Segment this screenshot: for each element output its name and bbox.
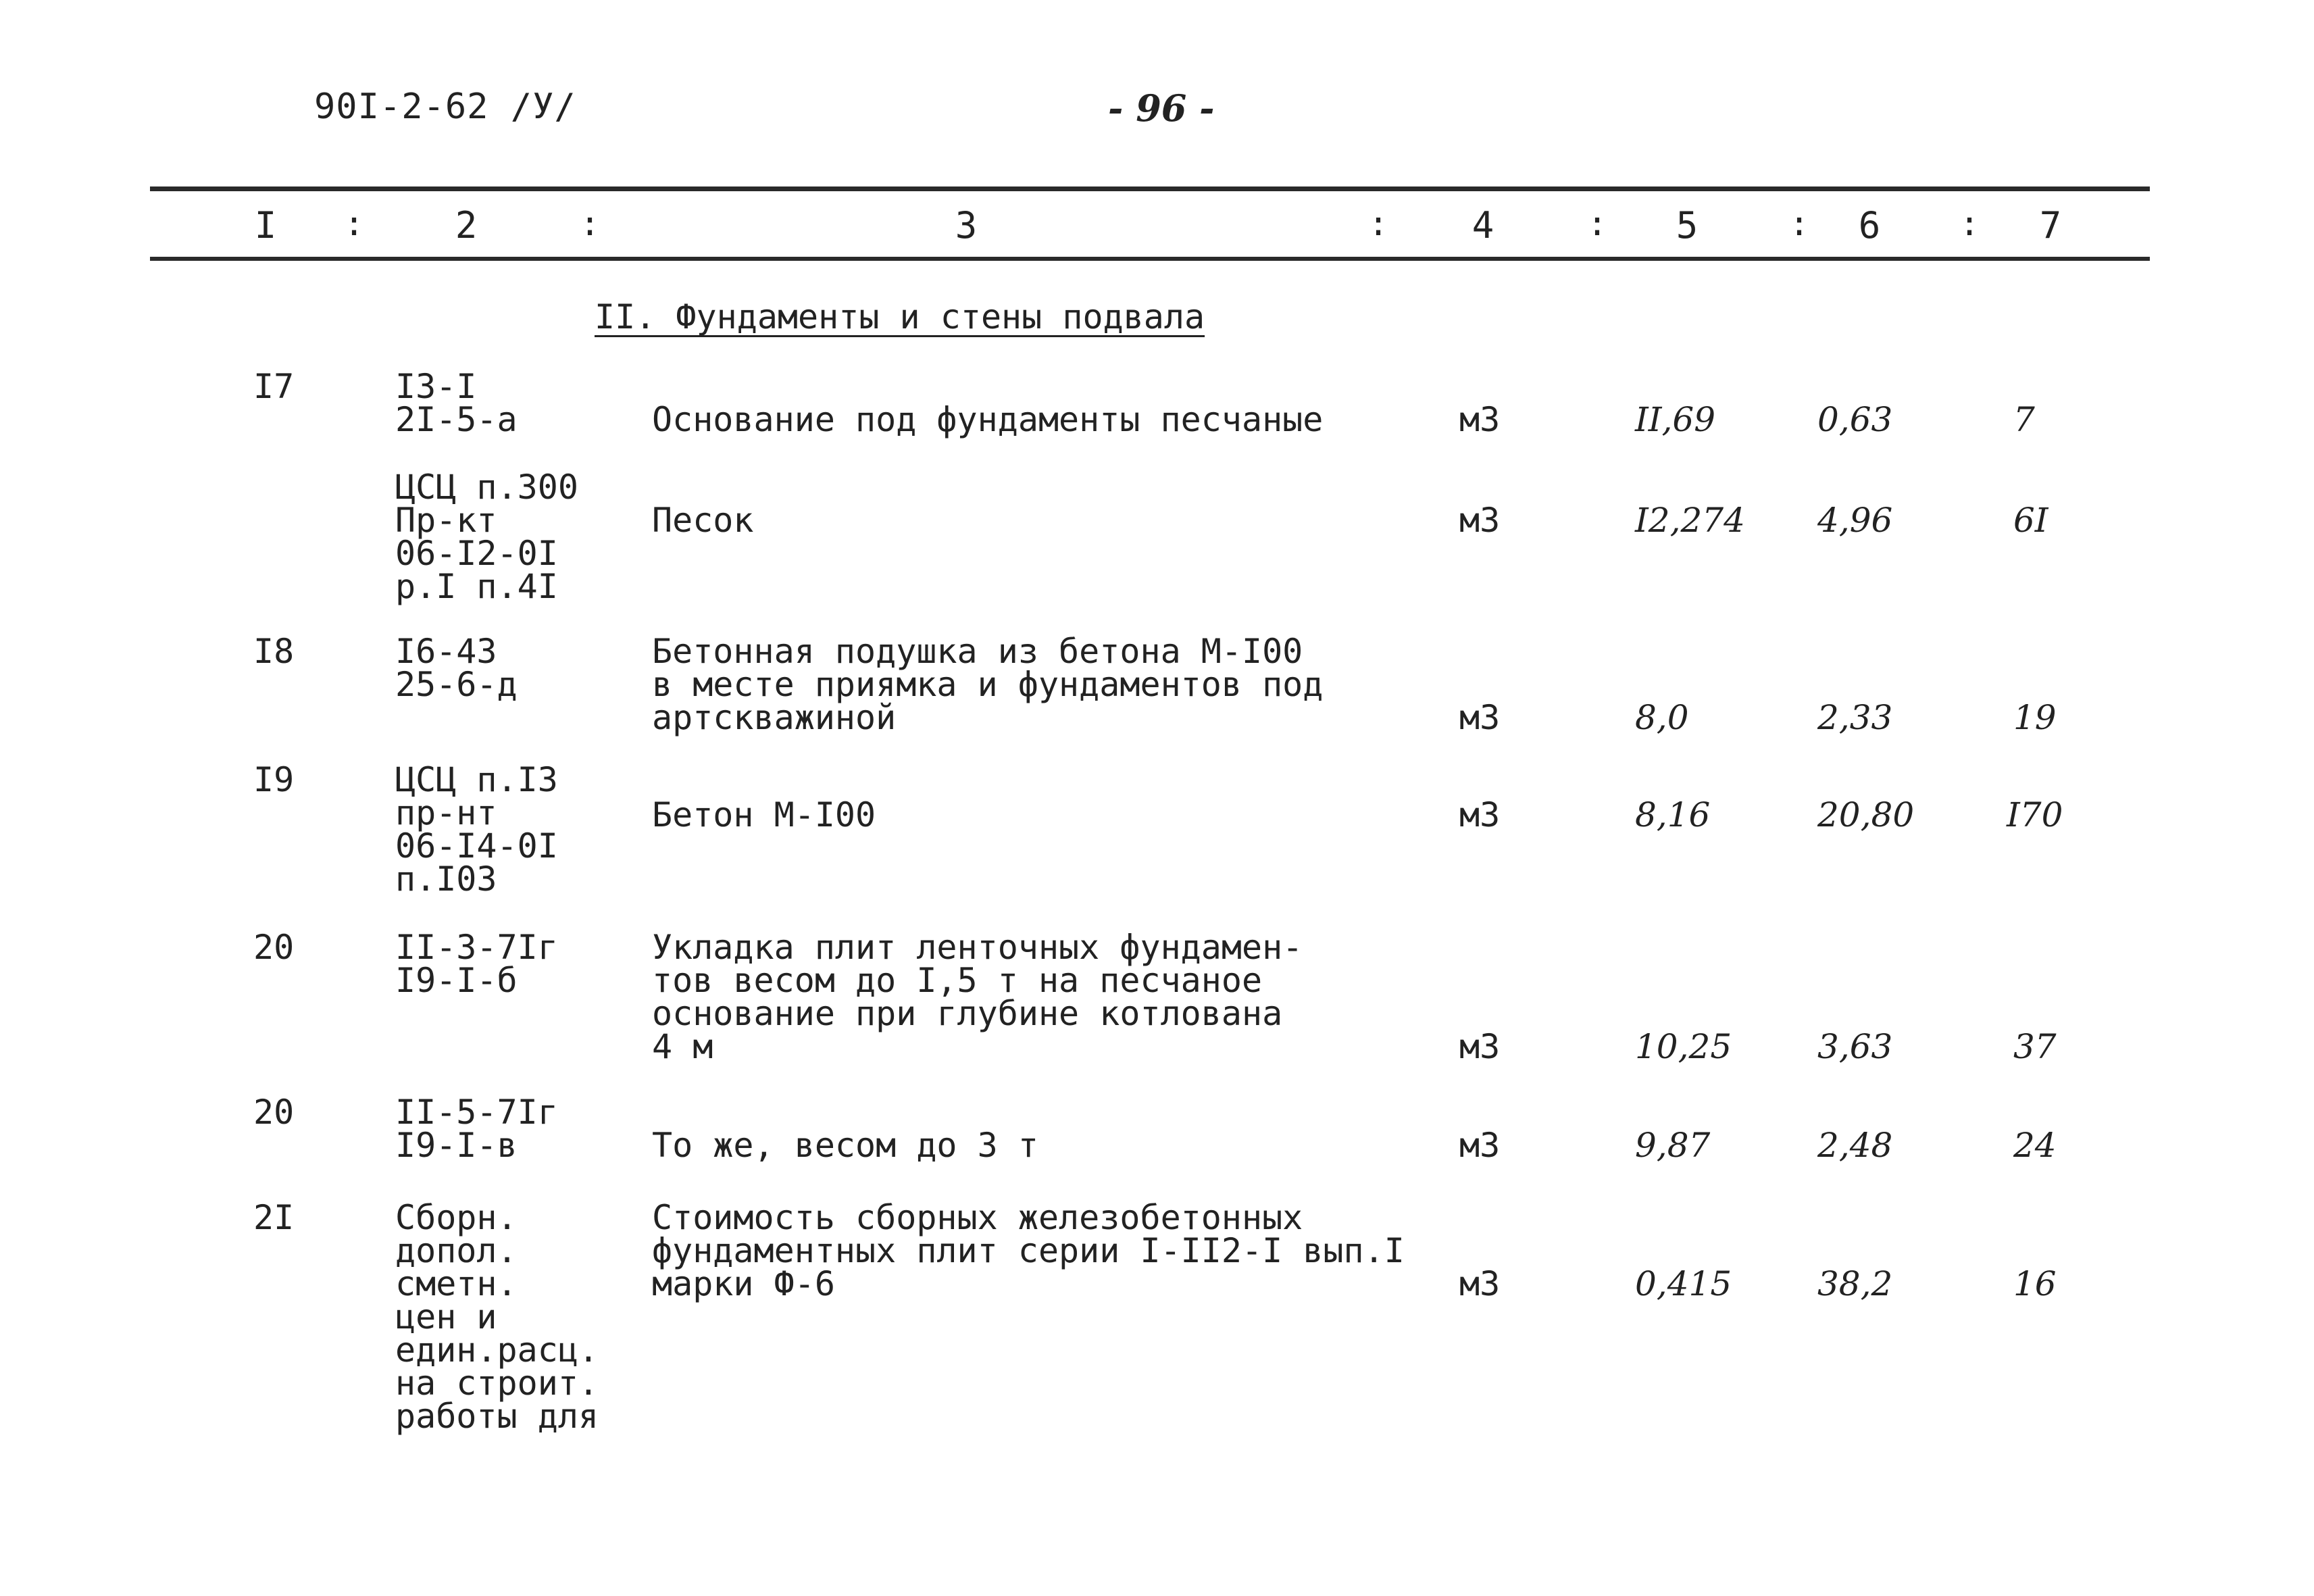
row-price: 3,63 xyxy=(1817,1027,1893,1066)
row-code: Сборн. xyxy=(395,1198,518,1237)
row-description: артскважиной xyxy=(652,698,897,737)
row-code: I9-I-б xyxy=(395,961,518,1000)
column-header-3: 3 xyxy=(955,204,978,247)
row-code: цен и xyxy=(395,1297,497,1337)
row-unit: м3 xyxy=(1459,1027,1501,1066)
row-code: един.расц. xyxy=(395,1330,599,1370)
row-code: 2I-5-а xyxy=(395,400,518,439)
row-price: 2,33 xyxy=(1817,698,1893,737)
row-description: Основание под фундаменты песчаные xyxy=(652,400,1324,439)
row-quantity: II,69 xyxy=(1635,400,1716,439)
row-description: Бетон М-I00 xyxy=(652,795,876,834)
row-number: 20 xyxy=(253,928,295,967)
row-code: пр-нт xyxy=(395,793,497,832)
column-separator: : xyxy=(1367,204,1389,243)
row-price: 38,2 xyxy=(1817,1264,1893,1303)
row-price: 20,80 xyxy=(1817,795,1915,834)
row-code: I3-I xyxy=(395,367,477,406)
row-code: 25-6-д xyxy=(395,665,518,704)
row-quantity: 8,16 xyxy=(1635,795,1711,834)
column-header-2: 2 xyxy=(455,204,478,247)
row-total: 6I xyxy=(2013,501,2048,540)
table-header-rule xyxy=(150,257,2150,261)
row-total: 37 xyxy=(2013,1027,2057,1066)
row-description: тов весом до I,5 т на песчаное xyxy=(652,961,1263,1000)
row-description: Бетонная подушка из бетона М-I00 xyxy=(652,632,1303,671)
row-number: 20 xyxy=(253,1093,295,1132)
row-code: ЦСЦ п.300 xyxy=(395,468,578,507)
row-code: работы для xyxy=(395,1397,599,1436)
row-unit: м3 xyxy=(1459,698,1501,737)
column-header-5: 5 xyxy=(1676,204,1699,247)
row-price: 2,48 xyxy=(1817,1126,1893,1165)
row-price: 0,63 xyxy=(1817,400,1893,439)
row-unit: м3 xyxy=(1459,795,1501,834)
column-separator: : xyxy=(343,204,365,243)
row-code: II-5-7Iг xyxy=(395,1093,558,1132)
column-separator: : xyxy=(1586,204,1608,243)
row-quantity: I2,274 xyxy=(1635,501,1745,540)
column-separator: : xyxy=(1959,204,1980,243)
row-code: Пр-кт xyxy=(395,501,497,540)
row-total: 24 xyxy=(2013,1126,2057,1165)
row-code: ЦСЦ п.I3 xyxy=(395,760,558,799)
row-total: 19 xyxy=(2013,698,2057,737)
row-quantity: 9,87 xyxy=(1635,1126,1711,1165)
row-description: фундаментных плит серии I-II2-I вып.I xyxy=(652,1231,1405,1270)
row-code: на строит. xyxy=(395,1364,599,1403)
row-quantity: 8,0 xyxy=(1635,698,1689,737)
row-number: I7 xyxy=(253,367,295,406)
row-unit: м3 xyxy=(1459,501,1501,540)
row-number: I8 xyxy=(253,632,295,671)
row-description: в месте приямка и фундаментов под xyxy=(652,665,1324,704)
row-code: 06-I2-0I xyxy=(395,534,558,573)
section-title: II. Фундаменты и стены подвала xyxy=(595,297,1205,336)
row-code: II-3-7Iг xyxy=(395,928,558,967)
row-code: допол. xyxy=(395,1231,518,1270)
row-unit: м3 xyxy=(1459,1126,1501,1165)
column-separator: : xyxy=(1788,204,1810,243)
row-description: Стоимость сборных железобетонных xyxy=(652,1198,1303,1237)
row-description: Укладка плит ленточных фундамен- xyxy=(652,928,1303,967)
row-total: 7 xyxy=(2013,400,2035,439)
row-description: основание при глубине котлована xyxy=(652,994,1283,1033)
row-description: марки Ф-6 xyxy=(652,1264,835,1303)
row-unit: м3 xyxy=(1459,400,1501,439)
row-number: I9 xyxy=(253,760,295,799)
column-separator: : xyxy=(579,204,601,243)
column-header-7: 7 xyxy=(2039,204,2062,247)
row-total: 16 xyxy=(2013,1264,2057,1303)
row-code: 06-I4-0I xyxy=(395,826,558,866)
row-description: Песок xyxy=(652,501,754,540)
row-description: 4 м xyxy=(652,1027,713,1066)
row-number: 2I xyxy=(253,1198,295,1237)
column-header-4: 4 xyxy=(1472,204,1494,247)
document-code: 90I-2-62 /У/ xyxy=(314,86,576,127)
row-quantity: 10,25 xyxy=(1635,1027,1732,1066)
column-header-1: I xyxy=(254,204,277,247)
column-header-6: 6 xyxy=(1858,204,1881,247)
row-description: То же, весом до 3 т xyxy=(652,1126,1038,1165)
row-code: п.I03 xyxy=(395,859,497,899)
row-code: р.I п.4I xyxy=(395,567,558,606)
row-total: I70 xyxy=(2007,795,2063,834)
row-code: I6-43 xyxy=(395,632,497,671)
page-number: - 96 - xyxy=(1108,86,1215,130)
row-code: сметн. xyxy=(395,1264,518,1303)
row-quantity: 0,415 xyxy=(1635,1264,1732,1303)
row-price: 4,96 xyxy=(1817,501,1893,540)
row-code: I9-I-в xyxy=(395,1126,518,1165)
table-top-rule xyxy=(150,186,2150,191)
row-unit: м3 xyxy=(1459,1264,1501,1303)
